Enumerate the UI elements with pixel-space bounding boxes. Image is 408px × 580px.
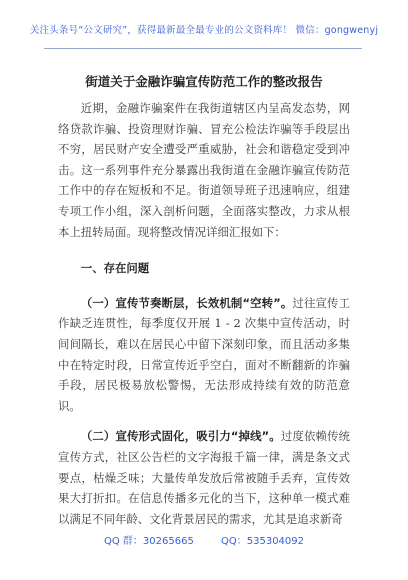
problem-item-1-body: 过往宣传工作缺乏连贯性，每季度仅开展 1 - 2 次集中宣传活动，时间间隔长，难以在居民心中留下深刻印象，而且活动多集中在特定时段，日常宣传近乎空白，面对不断翻新的诈骗手段，居民极易放松警惕，无法形成持续有效的防范意识。: [58, 295, 350, 413]
header-banner: 关注头条号“公文研究”，获得最新最全最专业的公文资料库！ 微信：gongwenyj: [29, 25, 379, 36]
section-heading-problems: 一、存在问题: [80, 261, 150, 276]
footer-qq-group: QQ 群：30265665: [103, 536, 194, 547]
document-title: 街道关于金融诈骗宣传防范工作的整改报告: [85, 74, 323, 89]
problem-item-1-lead: （一）宣传节奏断层，长效机制“空转”。: [80, 295, 293, 310]
header-divider: [44, 48, 362, 49]
document-body: [58, 98, 350, 529]
problem-item-1: [58, 293, 350, 417]
problem-item-2: [58, 426, 350, 529]
intro-paragraph: 近期，金融诈骗案件在我街道辖区内呈高发态势，网络贷款诈骗、投资理财诈骗、冒充公检法诈骗等手段层出不穷，居民财产安全遭受严重威胁，社会和谐稳定受到冲击。这一系列事件充分暴露出我街道在金融诈骗宣传防范工作中的存在短板和不足。街道领导班子迅速响应，组建专项工作小组，深入剖析问题，全面落实整改，力求从根本上扭转局面。现将整改情况详细汇报如下：: [58, 101, 350, 239]
problem-item-2-lead: （二）宣传形式固化，吸引力“掉线”。: [80, 429, 281, 444]
footer-contact: [0, 532, 408, 547]
problem-item-2-body: 过度依赖传统宣传方式，社区公告栏的文字海报千篇一律，满是条文式要点，枯燥乏味；大量传单发放后常被随手丢弃，宣传效果大打折扣。在信息传播多元化的当下，这种单一模式难以满足不同年龄、文化背景居民的需求，尤其是追求新奇: [58, 429, 350, 526]
footer-qq: QQ：535304092: [221, 536, 305, 547]
